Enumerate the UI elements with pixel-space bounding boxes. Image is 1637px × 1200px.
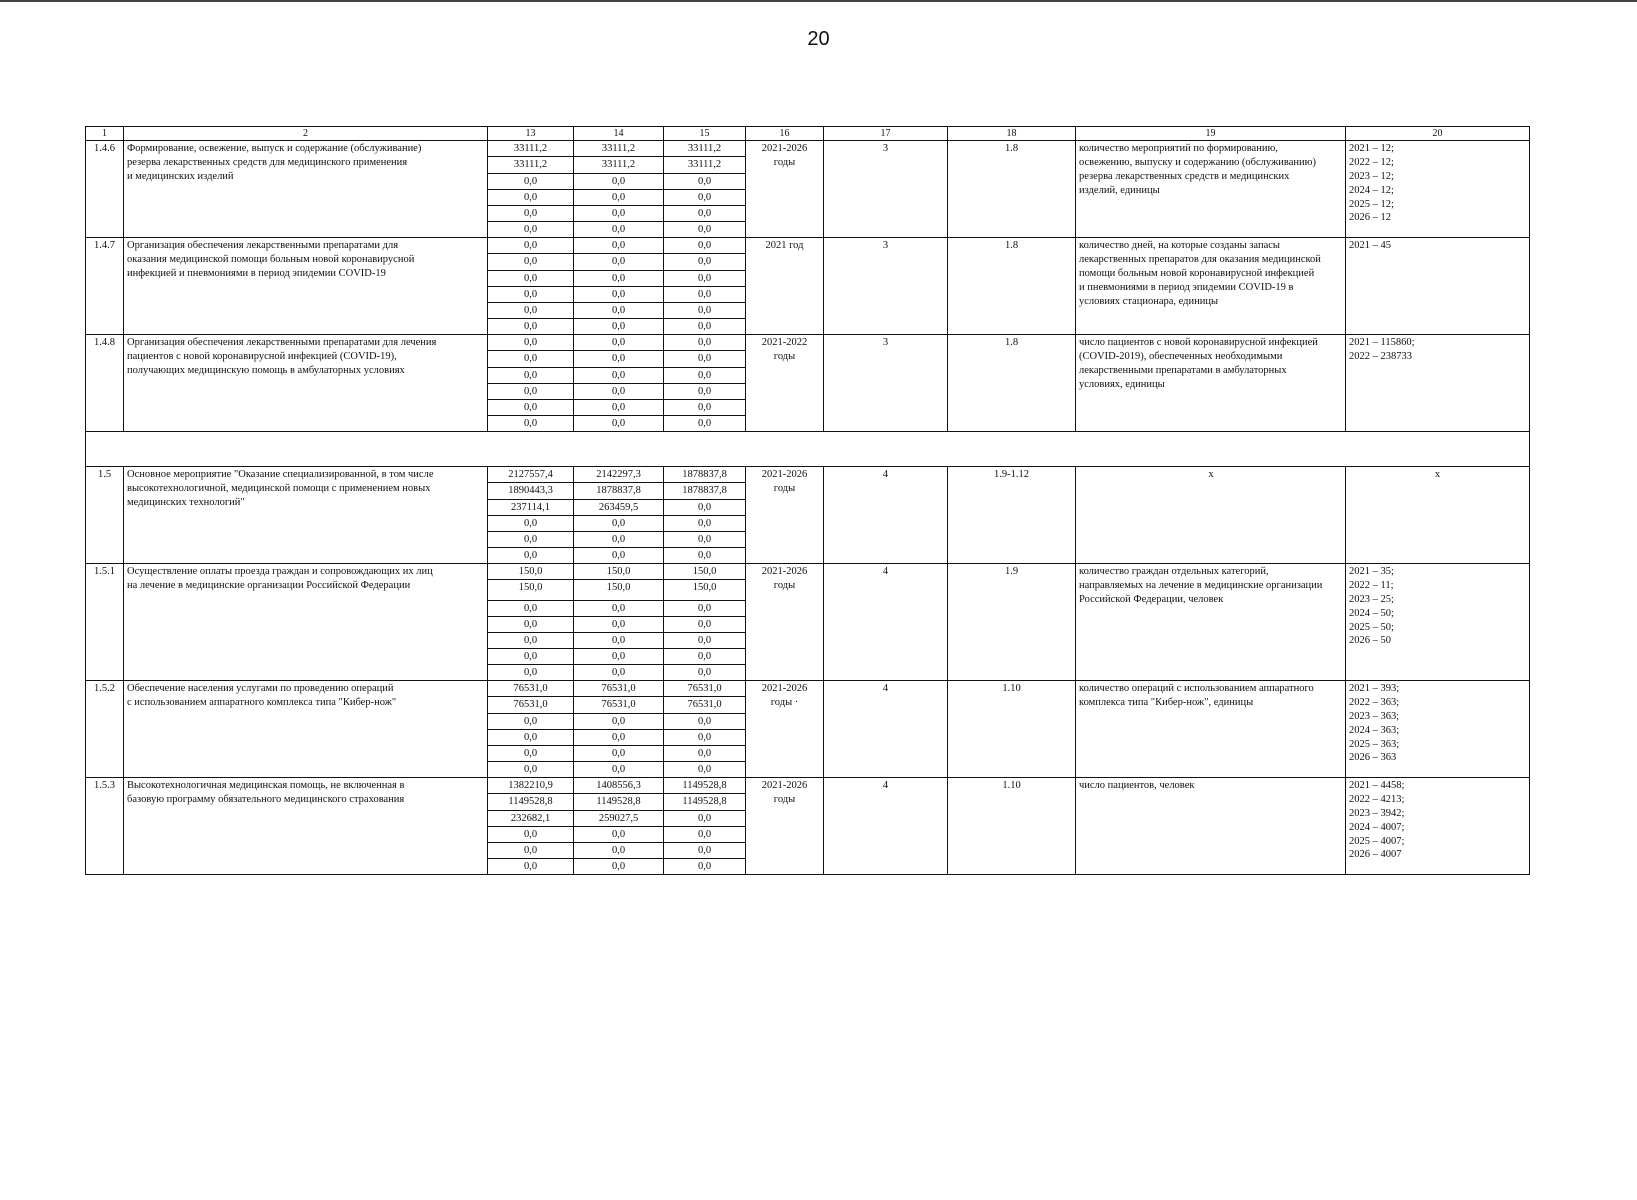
value-line: 0,0 [611, 224, 626, 236]
value-line: 0,0 [523, 418, 538, 430]
value-line: 0,0 [697, 861, 712, 873]
header-row [86, 127, 1530, 141]
item-name: Организация обеспечения лекарственными препаратами для лечения пациентов с новой коронавирусной инфекцией (COVID-19), получающих медицинскую помощь в амбулаторных условиях [124, 335, 488, 432]
value-line: 0,0 [664, 271, 745, 287]
value-line: 0,0 [523, 321, 538, 333]
value-line: 0,0 [664, 287, 745, 303]
value-line: 0,0 [664, 714, 745, 730]
value-line: 0,0 [488, 254, 573, 271]
value-line: 0,0 [488, 601, 573, 617]
value-line: 0,0 [488, 827, 573, 843]
value-line: 0,0 [574, 351, 663, 368]
value-line: 0,0 [664, 843, 745, 859]
value-line: 1382210,9 [488, 778, 573, 794]
period-cell: 2021-2026 годы [746, 564, 824, 681]
col14-values [574, 141, 664, 238]
table-row [86, 564, 1530, 681]
value-line: 0,0 [488, 532, 573, 548]
value-line: 0,0 [574, 368, 663, 384]
item-name: Основное мероприятие "Оказание специализированной, в том числе высокотехнологичной, медицинской помощи с применением новых медицинских технологий" [124, 467, 488, 564]
header-cell: 17 [824, 127, 948, 141]
col17-cell: 4 [824, 778, 948, 875]
value-line: 0,0 [664, 400, 745, 416]
value-line: 259027,5 [574, 811, 663, 827]
value-line: 0,0 [488, 271, 573, 287]
value-line: 0,0 [574, 633, 663, 649]
col17-cell: 3 [824, 238, 948, 335]
value-line: 0,0 [488, 617, 573, 633]
value-line: 150,0 [664, 580, 745, 601]
header-cell: 20 [1346, 127, 1530, 141]
value-line: 0,0 [664, 368, 745, 384]
value-line: 0,0 [697, 418, 712, 430]
value-line: 0,0 [574, 843, 663, 859]
value-line: 0,0 [574, 271, 663, 287]
col13-values [488, 681, 574, 778]
value-line: 0,0 [574, 174, 663, 190]
value-line: 76531,0 [488, 681, 573, 697]
value-line: 33111,2 [574, 141, 663, 157]
col13-values [488, 335, 574, 432]
value-line: 0,0 [574, 335, 663, 351]
value-line: 0,0 [574, 532, 663, 548]
value-line: 0,0 [664, 335, 745, 351]
table-row [86, 681, 1530, 778]
col18-cell: 1.8 [948, 141, 1076, 238]
item-name: Высокотехнологичная медицинская помощь, не включенная в базовую программу обязательного медицинского страхования [124, 778, 488, 875]
value-line: 0,0 [664, 351, 745, 368]
value-line: 0,0 [574, 287, 663, 303]
col14-values [574, 238, 664, 335]
value-line: 0,0 [488, 174, 573, 190]
value-line: 0,0 [523, 550, 538, 562]
value-line: 0,0 [664, 516, 745, 532]
value-line: 0,0 [664, 617, 745, 633]
value-line: 0,0 [664, 303, 745, 319]
col15-values [664, 335, 746, 432]
col15-values [664, 778, 746, 875]
value-line: 1878837,8 [664, 467, 745, 483]
col17-cell: 4 [824, 564, 948, 681]
indicator-cell: количество мероприятий по формированию, освежению, выпуску и содержанию (обслуживанию) резерва лекарственных средств и медицинских изделий, единицы [1076, 141, 1346, 238]
targets-cell: 2021 – 12; 2022 – 12; 2023 – 12; 2024 – 12; 2025 – 12; 2026 – 12 [1346, 141, 1530, 238]
value-line: 0,0 [574, 254, 663, 271]
value-line: 1149528,8 [574, 794, 663, 811]
table-row [86, 778, 1530, 875]
indicator-cell: количество граждан отдельных категорий, направляемых на лечение в медицинские организации Российской Федерации, человек [1076, 564, 1346, 681]
value-line: 0,0 [664, 206, 745, 222]
value-line: 0,0 [697, 321, 712, 333]
value-line: 0,0 [664, 238, 745, 254]
value-line: 0,0 [574, 601, 663, 617]
value-line: 0,0 [664, 633, 745, 649]
value-line: 0,0 [664, 384, 745, 400]
value-line: 33111,2 [664, 141, 745, 157]
value-line: 0,0 [574, 649, 663, 665]
separator-cell [86, 432, 1530, 467]
program-table [85, 126, 1530, 875]
indicator-cell: количество дней, на которые созданы запасы лекарственных препаратов для оказания медицинской помощи больным новой коронавирусной инфекцией и пневмониями в период эпидемии COVID-19 в условиях стационара, единицы [1076, 238, 1346, 335]
value-line: 76531,0 [574, 681, 663, 697]
value-line: 2142297,3 [574, 467, 663, 483]
col18-cell: 1.8 [948, 238, 1076, 335]
value-line: 0,0 [488, 238, 573, 254]
item-number: 1.5.2 [86, 681, 124, 778]
item-number: 1.5.3 [86, 778, 124, 875]
value-line: 150,0 [574, 564, 663, 580]
col13-values [488, 778, 574, 875]
value-line: 0,0 [664, 649, 745, 665]
value-line: 0,0 [611, 321, 626, 333]
value-line: 150,0 [488, 564, 573, 580]
table-row [86, 467, 1530, 564]
item-number: 1.5.1 [86, 564, 124, 681]
indicator-cell: число пациентов с новой коронавирусной инфекцией (COVID-2019), обеспеченных необходимыми лекарственными препаратами в амбулаторных условиях, единицы [1076, 335, 1346, 432]
value-line: 150,0 [574, 580, 663, 601]
value-line: 0,0 [664, 730, 745, 746]
value-line: 0,0 [611, 667, 626, 679]
value-line: 0,0 [488, 730, 573, 746]
value-line: 0,0 [574, 516, 663, 532]
value-line: 0,0 [664, 500, 745, 516]
value-line: 76531,0 [488, 697, 573, 714]
value-line: 237114,1 [488, 500, 573, 516]
value-line: 2127557,4 [488, 467, 573, 483]
value-line: 0,0 [488, 287, 573, 303]
col18-cell: 1.10 [948, 681, 1076, 778]
indicator-cell: количество операций с использованием аппаратного комплекса типа "Кибер-нож", единицы [1076, 681, 1346, 778]
value-line: 0,0 [488, 190, 573, 206]
col14-values [574, 467, 664, 564]
value-line: 263459,5 [574, 500, 663, 516]
value-line: 0,0 [488, 206, 573, 222]
value-line: 0,0 [574, 303, 663, 319]
value-line: 0,0 [523, 667, 538, 679]
value-line: 232682,1 [488, 811, 573, 827]
value-line: 0,0 [574, 746, 663, 762]
item-number: 1.4.7 [86, 238, 124, 335]
value-line: 0,0 [523, 224, 538, 236]
value-line: 0,0 [488, 400, 573, 416]
table-row [86, 141, 1530, 238]
header-cell: 2 [124, 127, 488, 141]
value-line: 0,0 [488, 714, 573, 730]
value-line: 0,0 [611, 764, 626, 776]
col13-values [488, 564, 574, 681]
item-name: Обеспечение населения услугами по проведению операций с использованием аппаратного комплекса типа "Кибер-нож" [124, 681, 488, 778]
value-line: 76531,0 [664, 697, 745, 714]
value-line: 33111,2 [664, 157, 745, 174]
table-row [86, 335, 1530, 432]
targets-cell: 2021 – 45 [1346, 238, 1530, 335]
value-line: 0,0 [574, 206, 663, 222]
value-line: 0,0 [523, 861, 538, 873]
value-line: 0,0 [664, 811, 745, 827]
value-line: 0,0 [664, 254, 745, 271]
value-line: 0,0 [664, 532, 745, 548]
col13-values [488, 141, 574, 238]
value-line: 0,0 [697, 764, 712, 776]
value-line: 0,0 [574, 400, 663, 416]
value-line: 1149528,8 [664, 778, 745, 794]
col18-cell: 1.9-1.12 [948, 467, 1076, 564]
value-line: 0,0 [488, 303, 573, 319]
value-line: 0,0 [697, 550, 712, 562]
item-number: 1.4.8 [86, 335, 124, 432]
separator-row [86, 432, 1530, 467]
header-cell: 16 [746, 127, 824, 141]
value-line: 0,0 [697, 224, 712, 236]
header-cell: 19 [1076, 127, 1346, 141]
value-line: 1878837,8 [574, 483, 663, 500]
col15-values [664, 141, 746, 238]
item-name: Формирование, освежение, выпуск и содержание (обслуживание) резерва лекарственных средств для медицинского применения и медицинских изделий [124, 141, 488, 238]
period-cell: 2021-2026 годы [746, 141, 824, 238]
period-cell: 2021-2022 годы [746, 335, 824, 432]
value-line: 0,0 [574, 827, 663, 843]
period-cell: 2021-2026 годы [746, 778, 824, 875]
page-top-border [0, 0, 1637, 2]
item-name: Осуществление оплаты проезда граждан и сопровождающих их лиц на лечение в медицинские организации Российской Федерации [124, 564, 488, 681]
value-line: 0,0 [488, 384, 573, 400]
value-line: 0,0 [697, 667, 712, 679]
value-line: 33111,2 [574, 157, 663, 174]
period-cell: 2021 год [746, 238, 824, 335]
item-number: 1.4.6 [86, 141, 124, 238]
value-line: 0,0 [488, 351, 573, 368]
indicator-cell: х [1076, 467, 1346, 564]
item-number: 1.5 [86, 467, 124, 564]
item-name: Организация обеспечения лекарственными препаратами для оказания медицинской помощи больным новой коронавирусной инфекцией и пневмониями в период эпидемии COVID-19 [124, 238, 488, 335]
col14-values [574, 335, 664, 432]
targets-cell: х [1346, 467, 1530, 564]
col18-cell: 1.8 [948, 335, 1076, 432]
value-line: 33111,2 [488, 157, 573, 174]
value-line: 0,0 [574, 384, 663, 400]
value-line: 150,0 [664, 564, 745, 580]
value-line: 150,0 [488, 580, 573, 601]
value-line: 0,0 [611, 550, 626, 562]
col15-values [664, 238, 746, 335]
header-cell: 15 [664, 127, 746, 141]
value-line: 1890443,3 [488, 483, 573, 500]
targets-cell: 2021 – 35; 2022 – 11; 2023 – 25; 2024 – 50; 2025 – 50; 2026 – 50 [1346, 564, 1530, 681]
value-line: 0,0 [611, 418, 626, 430]
col14-values [574, 564, 664, 681]
value-line: 0,0 [611, 861, 626, 873]
value-line: 0,0 [574, 238, 663, 254]
col15-values [664, 467, 746, 564]
value-line: 0,0 [664, 601, 745, 617]
header-cell: 14 [574, 127, 664, 141]
value-line: 1149528,8 [664, 794, 745, 811]
page-number: 20 [807, 28, 830, 50]
col14-values [574, 681, 664, 778]
value-line: 76531,0 [664, 681, 745, 697]
period-cell: 2021-2026 годы · [746, 681, 824, 778]
value-line: 0,0 [574, 714, 663, 730]
value-line: 0,0 [488, 843, 573, 859]
value-line: 1408556,3 [574, 778, 663, 794]
value-line: 76531,0 [574, 697, 663, 714]
value-line: 0,0 [664, 827, 745, 843]
col17-cell: 4 [824, 467, 948, 564]
value-line: 0,0 [574, 730, 663, 746]
value-line: 0,0 [523, 764, 538, 776]
value-line: 0,0 [488, 746, 573, 762]
value-line: 33111,2 [488, 141, 573, 157]
targets-cell: 2021 – 4458; 2022 – 4213; 2023 – 3942; 2024 – 4007; 2025 – 4007; 2026 – 4007 [1346, 778, 1530, 875]
header-cell: 13 [488, 127, 574, 141]
indicator-cell: число пациентов, человек [1076, 778, 1346, 875]
value-line: 0,0 [488, 516, 573, 532]
col17-cell: 3 [824, 335, 948, 432]
col17-cell: 4 [824, 681, 948, 778]
value-line: 1149528,8 [488, 794, 573, 811]
value-line: 0,0 [574, 190, 663, 206]
period-cell: 2021-2026 годы [746, 467, 824, 564]
value-line: 0,0 [664, 746, 745, 762]
col14-values [574, 778, 664, 875]
targets-cell: 2021 – 115860; 2022 – 238733 [1346, 335, 1530, 432]
value-line: 0,0 [664, 174, 745, 190]
value-line: 0,0 [488, 368, 573, 384]
value-line: 0,0 [488, 335, 573, 351]
col13-values [488, 467, 574, 564]
col15-values [664, 564, 746, 681]
col17-cell: 3 [824, 141, 948, 238]
col13-values [488, 238, 574, 335]
header-cell: 1 [86, 127, 124, 141]
col18-cell: 1.9 [948, 564, 1076, 681]
value-line: 0,0 [488, 649, 573, 665]
table-row [86, 238, 1530, 335]
header-cell: 18 [948, 127, 1076, 141]
value-line: 1878837,8 [664, 483, 745, 500]
value-line: 0,0 [488, 633, 573, 649]
col18-cell: 1.10 [948, 778, 1076, 875]
targets-cell: 2021 – 393; 2022 – 363; 2023 – 363; 2024 – 363; 2025 – 363; 2026 – 363 [1346, 681, 1530, 778]
value-line: 0,0 [574, 617, 663, 633]
col15-values [664, 681, 746, 778]
value-line: 0,0 [664, 190, 745, 206]
